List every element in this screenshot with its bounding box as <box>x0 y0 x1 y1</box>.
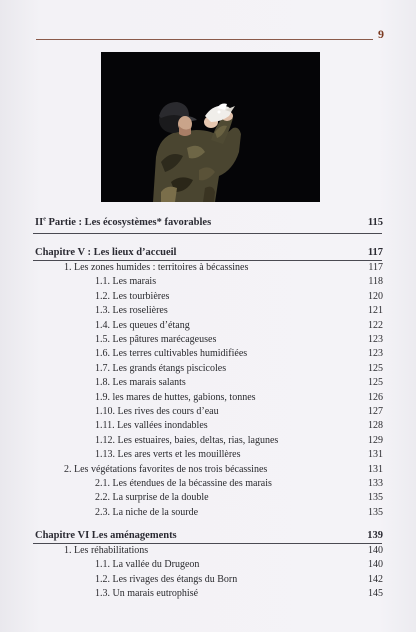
part-heading-label <box>35 216 211 230</box>
toc-entry <box>95 448 383 462</box>
toc-entry-page: 142 <box>368 573 383 585</box>
toc-entry-label: 1.9. les mares de huttes, gabions, tonnes <box>95 391 256 403</box>
toc-entry-label: 1.13. Les ares verts et les mouillères <box>95 449 241 461</box>
part-underline <box>33 233 382 234</box>
toc-entry <box>95 290 383 304</box>
toc-entry-label: 1.8. Les marais salants <box>95 377 186 389</box>
part-heading-page: 115 <box>367 217 383 228</box>
part-title: Partie : Les écosystèmes* favorables <box>45 217 212 228</box>
toc-entry-page: 135 <box>368 492 383 504</box>
toc-section-page: 140 <box>368 545 383 556</box>
toc-entry-label: 1.6. Les terres cultivables humidifiées <box>95 348 248 360</box>
toc-entry-label: 1.2. Les rivages des étangs du Born <box>95 573 238 585</box>
toc-entry <box>95 347 383 361</box>
toc-entry-page: 123 <box>368 348 383 360</box>
toc-entry-label: 2.3. La niche de la sourde <box>95 506 199 518</box>
chapter-heading <box>35 529 383 543</box>
toc-entry-page: 121 <box>368 305 383 317</box>
toc-entry-page: 122 <box>368 319 383 331</box>
chapter-heading <box>35 246 383 260</box>
toc-entry <box>95 376 383 390</box>
toc-entry-page: 125 <box>368 377 383 389</box>
toc-entry-label: 1.1. Les marais <box>95 276 157 288</box>
toc-entry-label: 1.7. Les grands étangs piscicoles <box>95 362 227 374</box>
toc-entry-page: 127 <box>368 406 383 417</box>
toc-section-label: 1. Les réhabilitations <box>64 545 149 556</box>
toc-entry-page: 145 <box>368 588 383 600</box>
toc-section-page: 131 <box>368 463 383 475</box>
toc-section-label: 2. Les végétations favorites de nos trois bécassines <box>64 463 268 475</box>
toc-section <box>64 544 383 558</box>
toc-entry-page: 131 <box>368 449 383 461</box>
chapter-heading-page: 117 <box>367 247 383 258</box>
toc-entry <box>95 587 383 601</box>
toc-entry <box>95 419 383 433</box>
toc-entry-page: 125 <box>368 362 383 374</box>
toc-entry <box>95 405 383 419</box>
toc-section-page: 117 <box>368 262 383 273</box>
toc-entry <box>95 391 383 405</box>
toc-section <box>64 261 383 275</box>
toc-entry <box>95 362 383 376</box>
toc-entry <box>95 319 383 333</box>
toc-entry-page: 123 <box>368 334 383 345</box>
toc-entry <box>95 558 383 572</box>
toc-entry <box>95 506 383 520</box>
part-numeral: II <box>35 217 44 228</box>
toc-entry-page: 128 <box>368 420 383 432</box>
toc-entry-label: 1.5. Les pâtures marécageuses <box>95 334 217 345</box>
toc-entry-label: 2.2. La surprise de la double <box>95 492 209 504</box>
toc-section-label: 1. Les zones humides : territoires à bécassines <box>64 262 249 273</box>
toc-entry-label: 1.4. Les queues d’étang <box>95 319 190 331</box>
toc-entry-label: 1.1. La vallée du Drugeon <box>95 559 200 571</box>
toc-entry-page: 140 <box>368 559 383 571</box>
toc-entry-page: 118 <box>368 276 383 288</box>
toc-entry-label: 1.3. Un marais eutrophisé <box>95 588 199 600</box>
part-heading <box>35 216 383 230</box>
toc-entry <box>95 304 383 318</box>
toc-entry-page: 120 <box>368 290 383 302</box>
toc-entry <box>95 491 383 505</box>
toc-entry-label: 1.3. Les roselières <box>95 305 168 317</box>
toc-entry <box>95 333 383 347</box>
toc-entry-label: 1.11. Les vallées inondables <box>95 420 208 432</box>
toc-entry-page: 133 <box>368 478 383 489</box>
toc-entry <box>95 275 383 289</box>
toc-entry-page: 129 <box>368 434 383 446</box>
toc-entry-page: 135 <box>368 506 383 518</box>
toc-entry <box>95 573 383 587</box>
page-number: 9 <box>378 27 384 41</box>
chapter-heading-label: Chapitre VI Les aménagements <box>35 530 177 541</box>
toc-entry <box>95 434 383 448</box>
chapter-heading-label: Chapitre V : Les lieux d’accueil <box>35 247 177 258</box>
toc-entry-page: 126 <box>368 391 383 403</box>
toc-entry-label: 1.10. Les rives des cours d’eau <box>95 406 219 417</box>
toc-entry-label: 2.1. Les étendues de la bécassine des marais <box>95 478 272 489</box>
toc-entry-label: 1.12. Les estuaires, baies, deltas, rias, lagunes <box>95 434 279 446</box>
toc-entry <box>95 477 383 491</box>
toc-entry-label: 1.2. Les tourbières <box>95 290 170 302</box>
toc-section <box>64 463 383 477</box>
part-numeral-sup: e <box>43 216 46 223</box>
chapter-heading-page: 139 <box>367 530 383 541</box>
